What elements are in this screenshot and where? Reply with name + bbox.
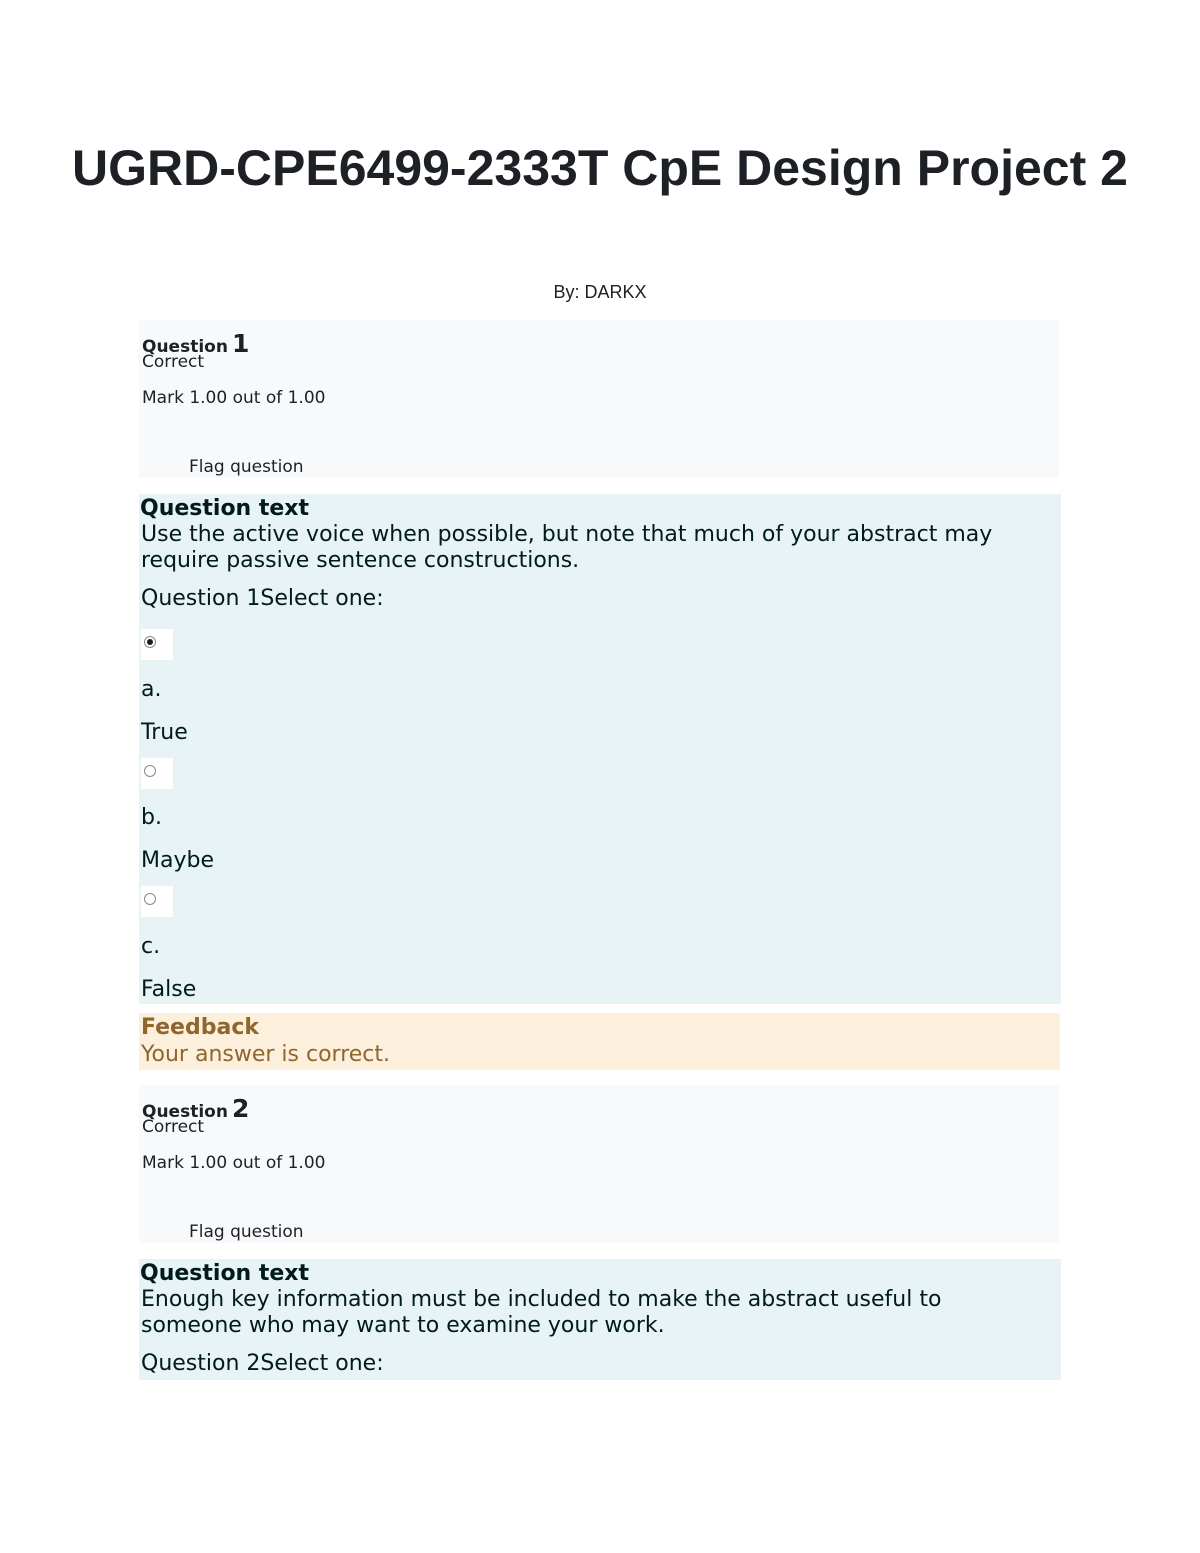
question-1-info	[139, 320, 1059, 478]
question-number: 2	[231, 1094, 250, 1123]
radio-unchecked-icon[interactable]	[144, 893, 156, 905]
select-one-prompt: Question 1Select one:	[141, 586, 384, 611]
option-a-letter: a.	[141, 677, 162, 702]
question-text: Enough key information must be included to make the abstract useful to someone who may want to examine your work.	[141, 1287, 942, 1338]
question-1-content	[139, 494, 1061, 1004]
question-label: Question	[142, 337, 228, 357]
page-title: UGRD-CPE6499-2333T CpE Design Project 2	[72, 140, 1128, 196]
option-a-radio-box[interactable]	[141, 629, 173, 660]
option-b-letter: b.	[141, 805, 162, 830]
option-c-letter: c.	[141, 934, 161, 959]
question-2-info	[139, 1085, 1059, 1243]
option-b-text[interactable]: Maybe	[141, 848, 214, 873]
flag-question-link[interactable]: Flag question	[189, 1222, 304, 1242]
feedback-text: Your answer is correct.	[141, 1042, 391, 1067]
question-state: Correct	[142, 352, 205, 372]
radio-checked-icon[interactable]	[144, 636, 156, 648]
flag-question-link[interactable]: Flag question	[189, 457, 304, 477]
question-text-heading: Question text	[140, 1261, 310, 1286]
option-c-radio-box[interactable]	[141, 886, 173, 917]
author-byline: By: DARKX	[553, 282, 647, 302]
question-number: 1	[231, 329, 250, 358]
select-one-prompt: Question 2Select one:	[141, 1351, 384, 1376]
feedback-box	[139, 1013, 1060, 1070]
feedback-heading: Feedback	[141, 1015, 259, 1040]
question-label: Question	[142, 1102, 228, 1122]
question-grade: Mark 1.00 out of 1.00	[142, 1153, 326, 1173]
question-grade: Mark 1.00 out of 1.00	[142, 388, 326, 408]
question-state: Correct	[142, 1117, 205, 1137]
option-c-text[interactable]: False	[141, 977, 197, 1002]
radio-unchecked-icon[interactable]	[144, 765, 156, 777]
question-2-content	[139, 1259, 1061, 1380]
question-text: Use the active voice when possible, but note that much of your abstract may require passive sentence constructions.	[141, 522, 993, 573]
question-text-heading: Question text	[140, 496, 310, 521]
option-b-radio-box[interactable]	[141, 758, 173, 789]
option-a-text[interactable]: True	[141, 720, 188, 745]
